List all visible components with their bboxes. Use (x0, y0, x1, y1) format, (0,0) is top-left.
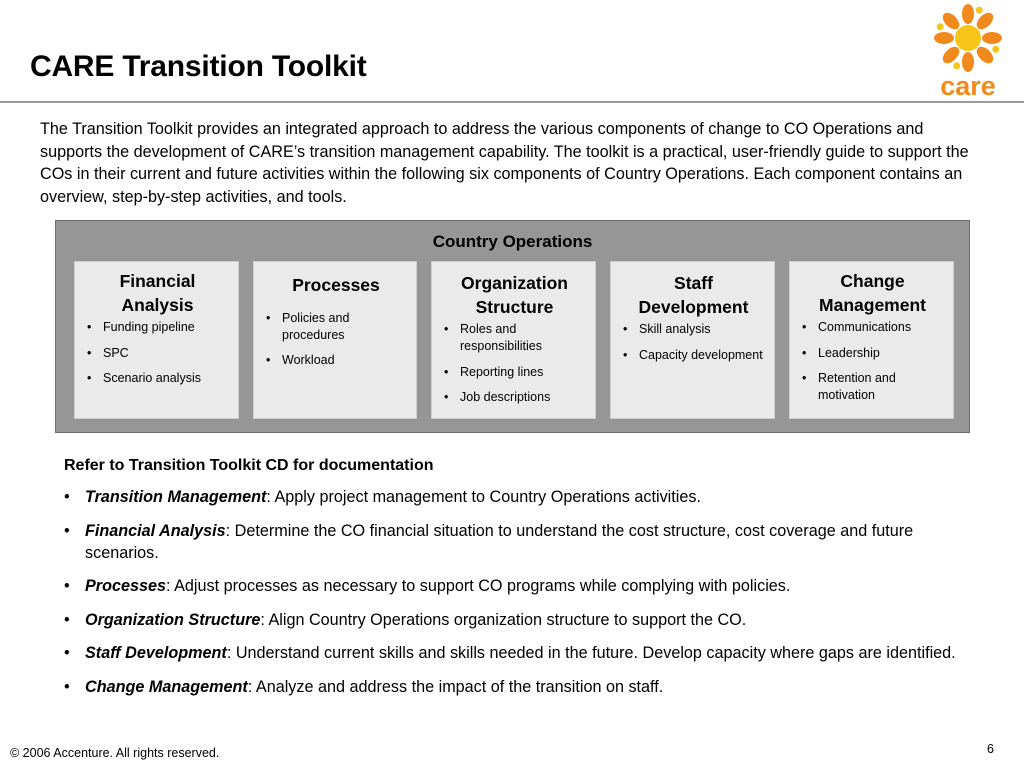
documentation-bullet (64, 486, 964, 508)
documentation-bullet (64, 609, 964, 631)
bullet-term: Staff Development (85, 644, 227, 662)
card-staff-development (610, 261, 775, 419)
card-item: • Workload (262, 352, 410, 369)
documentation-heading: Refer to Transition Toolkit CD for documentation (64, 457, 434, 474)
card-title: Processes (292, 275, 380, 295)
care-logo-icon (922, 2, 1014, 98)
bullet-text: : Adjust processes as necessary to support CO programs while complying with policies. (166, 577, 791, 595)
card-title: Staff Development (638, 273, 749, 317)
card-item: • Reporting lines (440, 364, 589, 381)
card-item: • Job descriptions (440, 389, 589, 406)
care-logo (922, 2, 1014, 98)
documentation-section (64, 456, 964, 709)
card-item: • SPC (83, 345, 232, 362)
bullet-text: : Analyze and address the impact of the transition on staff. (247, 677, 664, 696)
card-change-management (789, 261, 954, 419)
title-divider (0, 101, 1024, 103)
card-title: Financial Analysis (119, 271, 196, 315)
bullet-text: : Apply project management to Country Operations activities. (266, 488, 701, 506)
country-operations-panel (55, 220, 970, 433)
card-financial-analysis (74, 261, 239, 419)
bullet-term: Financial Analysis (85, 521, 226, 540)
bullet-term: Transition Management (85, 488, 267, 506)
bullet-term: Organization Structure (85, 610, 261, 629)
card-processes (253, 261, 417, 419)
documentation-bullet (64, 520, 964, 564)
card-item: • Capacity development (619, 347, 768, 364)
card-item: • Skill analysis (619, 321, 768, 338)
card-item: • Leadership (798, 345, 947, 362)
documentation-bullet (64, 676, 964, 698)
card-organization-structure (431, 261, 596, 419)
bullet-term: Change Management (85, 677, 248, 696)
card-item: • Retention and motivation (798, 370, 947, 404)
card-item: • Roles and responsibilities (440, 321, 589, 355)
bullet-text: : Understand current skills and skills needed in the future. Develop capacity where gaps are identified. (226, 644, 956, 662)
bullet-text: : Determine the CO financial situation to understand the cost structure, cost coverage and future scenarios. (85, 521, 914, 562)
card-title: Organization Structure (461, 273, 568, 317)
copyright-footer: © 2006 Accenture. All rights reserved. (10, 746, 220, 760)
care-logo-wordmark: care (940, 71, 996, 98)
bullet-term: Processes (85, 577, 167, 595)
page-number: 6 (987, 742, 994, 756)
card-item: • Scenario analysis (83, 370, 232, 387)
slide-title: CARE Transition Toolkit (30, 50, 367, 83)
documentation-bullet (64, 575, 964, 597)
card-item: • Policies and procedures (262, 310, 410, 344)
documentation-bullet (64, 642, 964, 664)
card-item: • Funding pipeline (83, 319, 232, 336)
card-title: Change Management (819, 271, 926, 315)
bullet-text: : Align Country Operations organization structure to support the CO. (260, 610, 747, 629)
intro-paragraph: The Transition Toolkit provides an integrated approach to address the various components of change to CO Operations and supports the development of CARE’s transition management capability. The toolkit is a practical, user-friendly guide to support the COs in their current and future activities within the following six components of Country Operations. Each component contains an overview, step-by-step activities, and tools. (40, 120, 969, 206)
card-item: • Communications (798, 319, 947, 336)
country-operations-title: Country Operations (432, 232, 593, 251)
